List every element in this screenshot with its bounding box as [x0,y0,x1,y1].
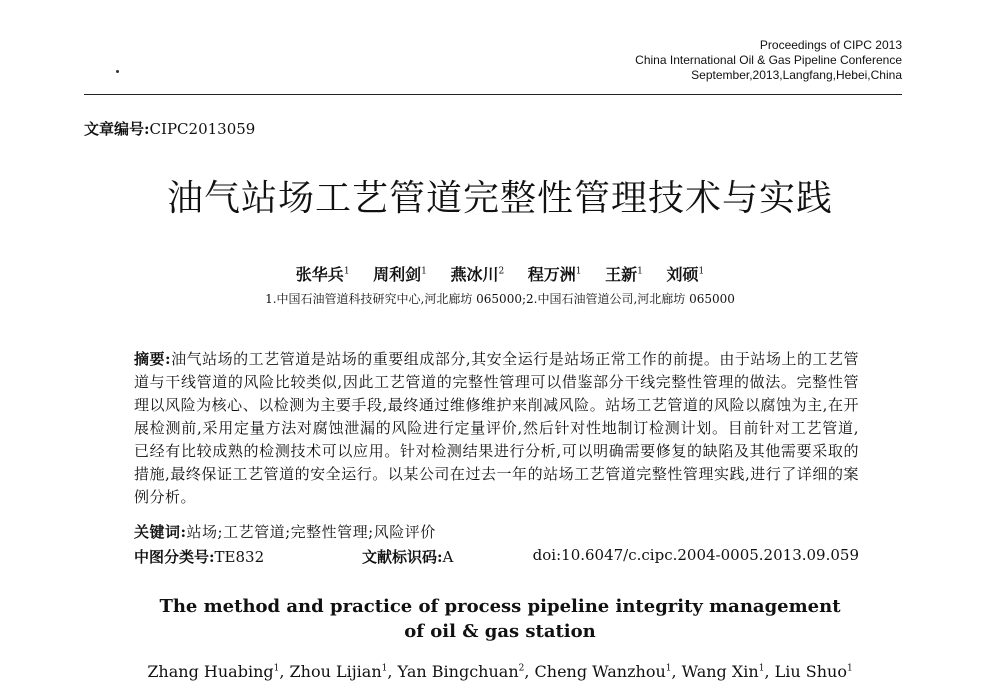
abstract [134,348,859,509]
document-code: 文献标识码:A [362,548,454,566]
author-en: Wang Xin$^1$ [681,662,765,681]
article-number [84,118,255,139]
author-en: Liu Shuo$^1$ [774,662,853,681]
header-date-location: September,2013,Langfang,Hebei,China [691,68,902,82]
author-en: Zhang Huabing$^1$ [147,662,280,681]
keywords-text: 站场;工艺管道;完整性管理;风险评价 [186,523,436,541]
keywords-label: 关键词: [134,523,187,541]
abstract-label: 摘要: [134,350,172,368]
clc-number: 中图分类号:TE832 [134,548,265,566]
article-number-label: 文章编号: [84,120,150,138]
abstract-text: 油气站场的工艺管道是站场的重要组成部分,其安全运行是站场正常工作的前提。由于站场上的工艺管道与干线管道的风险比较类似,因此工艺管道的完整性管理可以借鉴部分干线完整性管理的做法。完整性管理以风险为核心、以检测为主要手段,最终通过维修维护来削减风险。站场工艺管道的风险以腐蚀为主,在开展检测前,采用定量方法对腐蚀泄漏的风险进行定量评价,然后针对性地制订检测计划。目前针对工艺管道,已经有比较成熟的检测技术可以应用。针对检测结果进行分析,可以明确需要修复的缺陷及其他需要采取的措施,最终保证工艺管道的安全运行。以某公司在过去一年的站场工艺管道完整性管理实践,进行了详细的案例分析。 [134,350,859,506]
affiliation-chinese: 1.中国石油管道科技研究中心,河北廊坊 065000;2.中国石油管道公司,河北廊坊 065000 [265,292,735,306]
author-zh: 王新$^1$ [605,265,643,284]
stray-dot [116,70,119,73]
author-zh: 张华兵$^1$ [295,265,350,284]
header-rule [84,94,902,95]
author-zh: 刘硕$^1$ [666,265,705,284]
authors-english: Zhang Huabing$^1$, Zhou Lijian$^1$, Yan Bingchuan$^2$, Cheng Wanzhou$^1$, Wang Xin$^1$, Liu Shuo$^1$ [147,662,853,681]
header-proceedings: Proceedings of CIPC 2013 [759,38,902,52]
author-en: Yan Bingchuan$^2$ [397,662,525,681]
author-zh: 燕冰川$^2$ [450,265,505,284]
header-conference: China International Oil & Gas Pipeline Conference [635,53,902,67]
article-number-value: CIPC2013059 [149,120,256,138]
title-chinese: 油气站场工艺管道完整性管理技术与实践 [166,177,833,218]
author-zh: 周利剑$^1$ [373,265,427,284]
keywords [134,521,436,542]
author-en: Cheng Wanzhou$^1$ [534,662,672,681]
proceedings-header [635,38,902,83]
title-english-line2: of oil & gas station [404,621,596,642]
title-english [0,594,1000,644]
doi: doi:10.6047/c.cipc.2004-0005.2013.09.059 [532,546,859,564]
author-en: Zhou Lijian$^1$ [289,662,388,681]
author-zh: 程万洲$^1$ [527,265,582,284]
title-english-line1: The method and practice of process pipeline integrity management [159,596,841,617]
authors-chinese [0,262,1000,285]
